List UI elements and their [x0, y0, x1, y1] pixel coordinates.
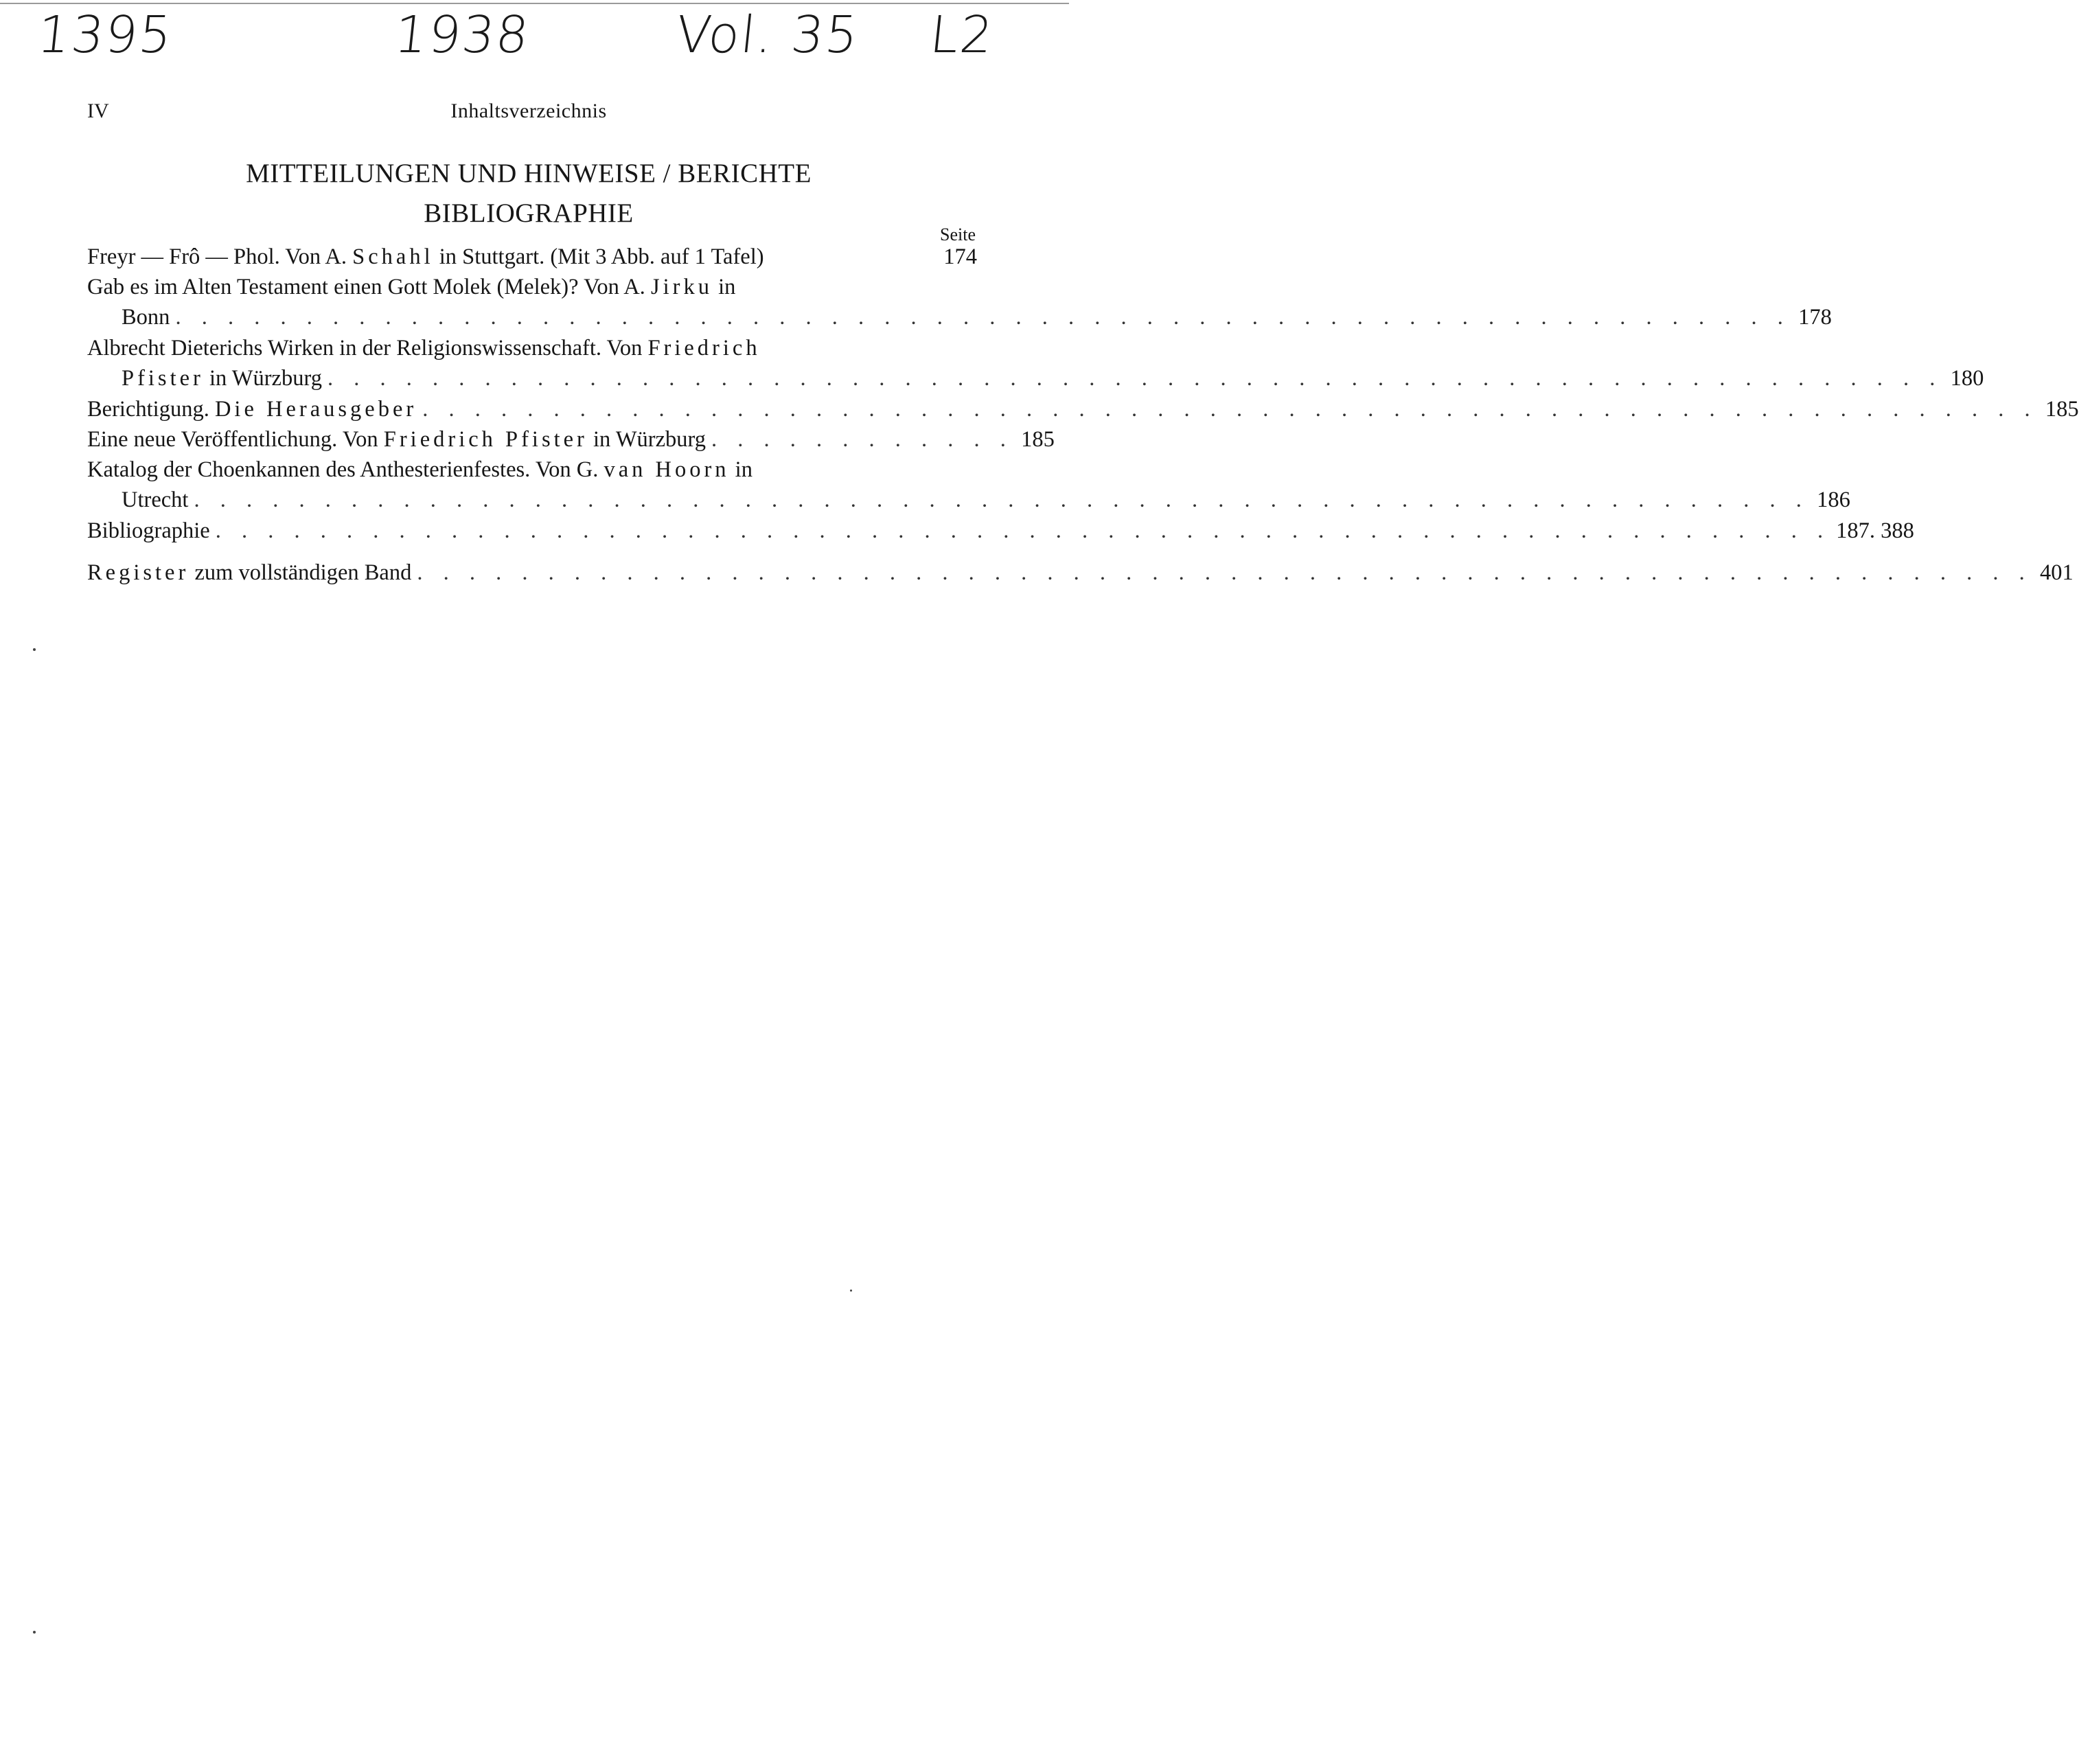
entry-text: Freyr — Frô — Phol. Von A. — [87, 244, 353, 269]
entry-text: Berichtigung. — [87, 397, 215, 422]
entry-text: in — [712, 275, 736, 299]
entry-author: van Hoorn — [604, 457, 730, 482]
handwritten-note: L2 — [927, 5, 997, 65]
entry-title — [87, 272, 735, 302]
entry-title — [87, 558, 411, 588]
entry-author: Die Herausgeber — [214, 397, 417, 422]
dot-leader: . . . . . . . . . . . . . . . . . . . . . . . . . . . . . . . . . . . . . . . . . . . . . . . . . . . . . . . . . . . . . . — [175, 305, 1791, 330]
entry-title — [87, 333, 761, 363]
scan-speck — [33, 648, 36, 651]
toc-entry — [87, 455, 1850, 515]
entry-author: Jirku — [650, 275, 713, 299]
toc-entry — [87, 424, 1055, 455]
entry-text: Bonn — [122, 305, 170, 330]
entry-text: zum vollständigen Band — [189, 560, 412, 585]
dot-leader: . . . . . . . . . . . . — [711, 427, 1013, 452]
entry-title — [87, 394, 417, 424]
entry-title — [87, 242, 764, 272]
entry-text: Gab es im Alten Testament einen Gott Molek (Melek)? Von A. — [87, 275, 651, 299]
entry-text: in — [729, 457, 753, 482]
entry-text: in Würzburg — [587, 427, 706, 452]
dot-leader: . . . . . . . . . . . . . . . . . . . . . . . . . . . . . . . . . . . . . . . . . . . . . . . . . . . . . . . . . . . . . . — [417, 560, 2032, 585]
handwritten-note: Vol. 35 — [673, 5, 862, 65]
toc-entry — [87, 272, 1832, 332]
entry-author: Pfister — [122, 366, 204, 391]
entry-page: 178 — [1798, 305, 1832, 330]
entry-text: Eine neue Veröffentlichung. Von — [87, 427, 384, 452]
scan-speck — [850, 1290, 852, 1292]
entry-author: Friedrich Pfister — [383, 427, 588, 452]
entry-text: Register — [87, 560, 189, 585]
toc-entry — [87, 242, 977, 272]
toc-entry — [87, 558, 2074, 588]
entry-text: in Stuttgart. (Mit 3 Abb. auf 1 Tafel) — [433, 244, 764, 269]
entry-title — [87, 424, 706, 455]
page-top-edge — [0, 3, 1069, 4]
entry-text: Katalog der Choenkannen des Anthesterienfestes. Von G. — [87, 457, 604, 482]
entry-text: Utrecht — [122, 488, 189, 512]
entry-text: in Würzburg — [203, 366, 322, 391]
entry-page: 401 — [2040, 560, 2074, 585]
entry-page: 185 — [2045, 397, 2079, 422]
entry-page: 186 — [1817, 488, 1850, 512]
section-heading: MITTEILUNGEN UND HINWEISE / BERICHTE — [246, 159, 812, 188]
page-number-roman: IV — [87, 100, 109, 122]
entry-text: Bibliographie — [87, 518, 210, 543]
page-column-label: Seite — [940, 225, 976, 244]
dot-leader: . . . . . . . . . . . . . . . . . . . . . . . . . . . . . . . . . . . . . . . . . . . . . . . . . . . . . . . . . . . . . . — [422, 397, 2038, 422]
dot-leader: . . . . . . . . . . . . . . . . . . . . . . . . . . . . . . . . . . . . . . . . . . . . . . . . . . . . . . . . . . . . . . — [215, 518, 1831, 543]
entry-page: 180 — [1950, 366, 1984, 391]
entry-page: 185 — [1021, 427, 1055, 452]
entry-page: 187. 388 — [1836, 518, 1914, 543]
entry-page: 174 — [943, 244, 977, 269]
toc-entry — [87, 333, 1984, 393]
handwritten-note: 1395 — [34, 5, 176, 65]
running-head-title: Inhaltsverzeichnis — [450, 100, 607, 122]
scan-speck — [33, 1631, 36, 1634]
entry-title — [122, 363, 322, 393]
entry-author: Schahl — [352, 244, 434, 269]
toc-entry — [87, 394, 2079, 424]
entry-title — [87, 455, 753, 485]
dot-leader: . . . . . . . . . . . . . . . . . . . . . . . . . . . . . . . . . . . . . . . . . . . . . . . . . . . . . . . . . . . . . . — [327, 366, 1943, 391]
entry-author: Friedrich — [647, 336, 761, 360]
entry-text: Albrecht Dieterichs Wirken in der Religionswissenschaft. Von — [87, 336, 648, 360]
section-heading: BIBLIOGRAPHIE — [424, 198, 634, 228]
handwritten-note: 1938 — [391, 5, 533, 65]
toc-entry — [87, 516, 1914, 546]
dot-leader: . . . . . . . . . . . . . . . . . . . . . . . . . . . . . . . . . . . . . . . . . . . . . . . . . . . . . . . . . . . . . . — [194, 488, 1809, 512]
